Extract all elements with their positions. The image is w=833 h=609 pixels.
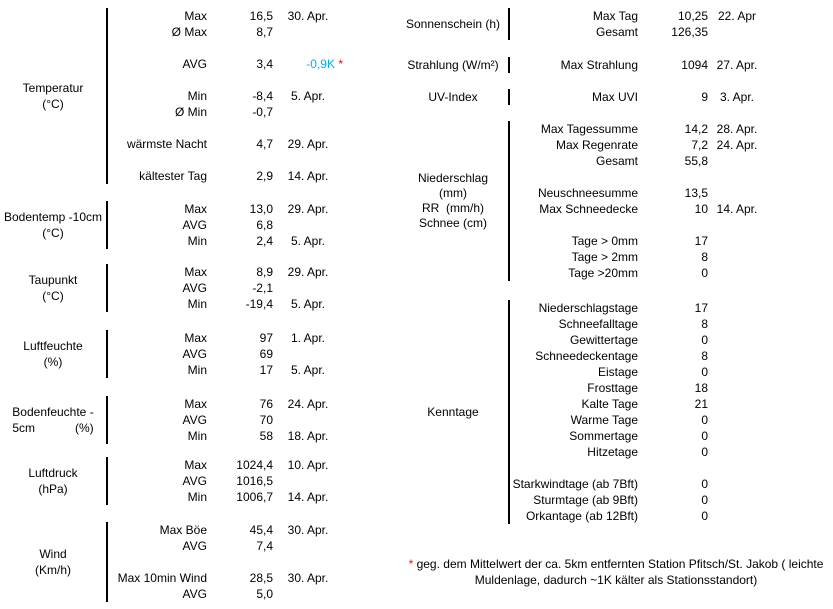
section-uv-index xyxy=(398,89,766,105)
stat-row xyxy=(108,586,343,602)
category-label xyxy=(0,264,106,312)
stat-value: 2,4 xyxy=(256,234,273,248)
category-label-line: (°C) xyxy=(42,289,64,303)
stat-row xyxy=(510,380,766,396)
footnote-line-1 xyxy=(390,556,833,572)
stat-date xyxy=(708,364,766,380)
stat-date: 22. Apr xyxy=(717,9,757,23)
spacer-row xyxy=(510,169,766,185)
category-label-line: Taupunkt xyxy=(28,273,78,287)
spacer-row xyxy=(108,152,343,168)
category-label-line: (°C) xyxy=(42,97,64,111)
stat-date xyxy=(708,265,766,281)
category-label-line: (Km/h) xyxy=(35,563,71,577)
stat-value: 0 xyxy=(701,266,708,280)
stat-label: Gewittertage xyxy=(569,333,638,347)
stat-date xyxy=(273,346,343,362)
stat-row xyxy=(108,24,343,40)
category-label-line: Bodenfeuchte - xyxy=(12,405,94,419)
section-kenntage xyxy=(398,300,766,524)
category-label-line: Wind xyxy=(39,547,67,561)
category-label-line: Kenntage xyxy=(427,405,479,419)
stat-row xyxy=(510,348,766,364)
stat-value: 126,35 xyxy=(671,25,708,39)
category-label-line: Luftfeuchte xyxy=(23,339,83,353)
stat-date: 10. Apr. xyxy=(287,458,329,472)
stat-label: Tage > 0mm xyxy=(571,234,638,248)
stat-value: 7,2 xyxy=(691,138,708,152)
stat-value: 17 xyxy=(694,234,708,248)
stat-value: 0 xyxy=(701,509,708,523)
stat-label: Gesamt xyxy=(595,154,638,168)
stat-label: Gesamt xyxy=(595,25,638,39)
stat-value: 3,4 xyxy=(256,57,273,71)
spacer-row xyxy=(510,217,766,233)
stat-label: Orkantage (ab 12Bft) xyxy=(525,509,638,523)
stat-label: Min xyxy=(187,297,207,311)
stat-date: 29. Apr. xyxy=(287,137,329,151)
stat-label: Niederschlagstage xyxy=(538,301,638,315)
category-label-line: (°C) xyxy=(42,226,64,240)
stat-row xyxy=(108,522,343,538)
category-label xyxy=(398,89,508,105)
stat-date: 29. Apr. xyxy=(287,265,329,279)
stat-value: 13,5 xyxy=(684,186,708,200)
stat-value: -0,7 xyxy=(252,105,273,119)
stat-row xyxy=(108,280,343,296)
category-label xyxy=(0,201,106,249)
stat-value: 70 xyxy=(259,413,273,427)
stat-value: 1024,4 xyxy=(236,458,273,472)
section-rows xyxy=(108,457,343,505)
section-temperatur xyxy=(0,8,343,184)
stat-value: 18 xyxy=(694,381,708,395)
stat-row xyxy=(510,201,766,217)
stat-label: Starkwindtage (ab 7Bft) xyxy=(512,477,638,491)
stat-value: 1094 xyxy=(681,58,708,72)
stat-row xyxy=(108,473,343,489)
stat-value: 4,7 xyxy=(256,137,273,151)
stat-date: 5. Apr. xyxy=(290,89,326,103)
stat-row xyxy=(108,330,343,346)
stat-label: Sommertage xyxy=(569,429,638,443)
category-label-line: RR (mm/h) xyxy=(422,201,484,215)
footnote-text-line1: geg. dem Mittelwert der ca. 5km entfernten Station Pfitsch/St. Jakob ( leichte xyxy=(416,557,824,571)
category-label-line: 5cm (%) xyxy=(12,421,94,435)
section-bodenfeuchte xyxy=(0,396,343,444)
stat-date xyxy=(273,104,343,120)
stat-value: 14,2 xyxy=(684,122,708,136)
stat-value: 0 xyxy=(701,429,708,443)
category-label xyxy=(398,121,508,281)
stat-value: 1016,5 xyxy=(236,474,273,488)
section-rows xyxy=(510,57,766,73)
stat-date: 27. Apr. xyxy=(716,58,758,72)
right-column xyxy=(398,0,766,524)
stat-date xyxy=(273,586,343,602)
section-sonnenschein-h xyxy=(398,8,766,40)
category-label xyxy=(0,396,106,444)
stat-date xyxy=(708,332,766,348)
stat-label: Frosttage xyxy=(587,381,638,395)
stat-label: AVG xyxy=(182,474,207,488)
section-strahlung-w-m xyxy=(398,57,766,73)
stat-row xyxy=(108,201,343,217)
stat-date xyxy=(708,492,766,508)
stat-row xyxy=(108,233,343,249)
stat-date: 28. Apr. xyxy=(716,122,758,136)
stat-row xyxy=(510,300,766,316)
stat-date xyxy=(273,473,343,489)
deviation-note xyxy=(273,56,343,72)
stat-date xyxy=(708,300,766,316)
stat-date: 1. Apr. xyxy=(290,331,326,345)
stat-label: Max 10min Wind xyxy=(117,571,207,585)
stat-row xyxy=(108,296,343,312)
section-wind xyxy=(0,522,343,602)
stat-value: 8 xyxy=(701,349,708,363)
stat-date: 24. Apr. xyxy=(287,397,329,411)
stat-date xyxy=(708,428,766,444)
stat-label: kältester Tag xyxy=(139,169,207,183)
left-column xyxy=(0,0,343,602)
category-label xyxy=(398,300,508,524)
category-label xyxy=(0,457,106,505)
stat-date xyxy=(708,24,766,40)
stat-value: 8,7 xyxy=(256,25,273,39)
stat-row xyxy=(108,538,343,554)
deviation-asterisk: * xyxy=(338,57,343,71)
stat-row xyxy=(510,57,766,73)
stat-date xyxy=(708,316,766,332)
stat-date xyxy=(708,396,766,412)
stat-date xyxy=(708,233,766,249)
spacer-row xyxy=(108,72,343,88)
stat-row xyxy=(510,137,766,153)
stat-value: -19,4 xyxy=(245,297,273,311)
stat-label: wärmste Nacht xyxy=(126,137,207,151)
stat-value: 76 xyxy=(259,397,273,411)
stat-label: Max Schneedecke xyxy=(539,202,638,216)
stat-date xyxy=(708,444,766,460)
stat-label: AVG xyxy=(182,281,207,295)
section-rows xyxy=(510,300,766,524)
category-label-line: Sonnenschein (h) xyxy=(405,17,501,31)
stat-value: 0 xyxy=(701,493,708,507)
stat-label: Max xyxy=(184,458,207,472)
stat-value: 13,0 xyxy=(249,202,273,216)
stat-value: 5,0 xyxy=(256,587,273,601)
stat-row xyxy=(108,88,343,104)
category-label-line: Bodentemp -10cm xyxy=(3,210,103,224)
stat-row xyxy=(510,233,766,249)
stat-row xyxy=(108,428,343,444)
stat-date xyxy=(708,508,766,524)
stat-row xyxy=(510,121,766,137)
category-label-line: (mm) xyxy=(439,186,467,200)
stat-row xyxy=(108,489,343,505)
stat-row xyxy=(108,168,343,184)
stat-row xyxy=(108,56,343,72)
category-label-line: UV-Index xyxy=(428,90,478,104)
stat-date: 18. Apr. xyxy=(287,429,329,443)
category-label xyxy=(398,57,508,73)
stat-row xyxy=(108,264,343,280)
stat-value: 8 xyxy=(701,250,708,264)
footnote-text-line2: Muldenlage, dadurch ~1K kälter als Stationsstandort) xyxy=(474,573,758,587)
section-rows xyxy=(108,396,343,444)
category-label xyxy=(0,330,106,378)
stat-value: 55,8 xyxy=(684,154,708,168)
stat-label: Sturmtage (ab 9Bft) xyxy=(533,493,638,507)
stat-date xyxy=(273,538,343,554)
footnote xyxy=(390,556,833,588)
stat-value: 17 xyxy=(259,363,273,377)
stat-value: 58 xyxy=(259,429,273,443)
stat-label: Tage > 2mm xyxy=(571,250,638,264)
stat-date xyxy=(708,249,766,265)
stat-label: Schneefalltage xyxy=(558,317,638,331)
stat-label: Hitzetage xyxy=(587,445,638,459)
stat-value: 16,5 xyxy=(249,9,273,23)
stat-date xyxy=(708,412,766,428)
stat-value: 0 xyxy=(701,477,708,491)
spacer-row xyxy=(108,120,343,136)
stat-label: Min xyxy=(187,429,207,443)
stat-row xyxy=(510,265,766,281)
stat-row xyxy=(510,185,766,201)
stat-row xyxy=(510,8,766,24)
footnote-asterisk: * xyxy=(408,557,414,571)
stat-date: 5. Apr. xyxy=(290,297,326,311)
stat-label: AVG xyxy=(182,587,207,601)
stat-label: Eistage xyxy=(597,365,638,379)
stat-date: 5. Apr. xyxy=(290,363,326,377)
stat-row xyxy=(510,396,766,412)
stat-label: Min xyxy=(187,363,207,377)
stat-date xyxy=(708,153,766,169)
stat-date: 14. Apr. xyxy=(287,169,329,183)
spacer-row xyxy=(510,460,766,476)
category-label-line: Temperatur xyxy=(22,81,84,95)
stat-label: Min xyxy=(187,490,207,504)
stat-row xyxy=(108,412,343,428)
stat-label: Min xyxy=(187,89,207,103)
stat-value: -8,4 xyxy=(252,89,273,103)
stat-value: 8 xyxy=(701,317,708,331)
stat-row xyxy=(108,362,343,378)
stat-value: -2,1 xyxy=(252,281,273,295)
stat-row xyxy=(510,24,766,40)
stat-date: 24. Apr. xyxy=(716,138,758,152)
stat-label: Max Strahlung xyxy=(560,58,638,72)
stat-date xyxy=(708,348,766,364)
category-label-line: (hPa) xyxy=(38,482,68,496)
stat-label: Ø Max xyxy=(171,25,207,39)
stat-row xyxy=(510,508,766,524)
stat-date: 5. Apr. xyxy=(290,234,326,248)
stat-value: 10 xyxy=(694,202,708,216)
stat-label: Tage >20mm xyxy=(568,266,638,280)
stat-value: 2,9 xyxy=(256,169,273,183)
stat-label: Max Tagessumme xyxy=(540,122,638,136)
stat-label: Ø Min xyxy=(174,105,207,119)
stat-row xyxy=(510,249,766,265)
stat-row xyxy=(510,153,766,169)
stat-date: 30. Apr. xyxy=(287,571,329,585)
stat-value: 8,9 xyxy=(256,265,273,279)
stat-date xyxy=(273,280,343,296)
category-label xyxy=(0,522,106,602)
stat-value: 7,4 xyxy=(256,539,273,553)
section-luftfeuchte xyxy=(0,330,343,378)
spacer-row xyxy=(108,554,343,570)
stat-label: Max xyxy=(184,331,207,345)
stat-row xyxy=(510,364,766,380)
stat-date xyxy=(708,476,766,492)
stat-date xyxy=(708,185,766,201)
stat-label: Max Tag xyxy=(592,9,638,23)
category-label xyxy=(0,8,106,184)
stat-date: 14. Apr. xyxy=(716,202,758,216)
category-label-line: Strahlung (W/m²) xyxy=(407,58,499,72)
category-label-line: Luftdruck xyxy=(28,466,78,480)
stat-value: 17 xyxy=(694,301,708,315)
stat-value: 0 xyxy=(701,445,708,459)
stat-label: Max xyxy=(184,397,207,411)
section-rows xyxy=(108,264,343,312)
stat-label: AVG xyxy=(182,218,207,232)
section-niederschlag xyxy=(398,121,766,281)
stat-label: Max Regenrate xyxy=(555,138,638,152)
stat-value: 69 xyxy=(259,347,273,361)
section-rows xyxy=(108,330,343,378)
category-label-line: Schnee (cm) xyxy=(418,216,488,230)
stat-label: AVG xyxy=(182,413,207,427)
stat-row xyxy=(108,8,343,24)
stat-value: 0 xyxy=(701,333,708,347)
stat-label: Neuschneesumme xyxy=(537,186,638,200)
stat-label: Schneedeckentage xyxy=(535,349,638,363)
stat-row xyxy=(510,492,766,508)
section-bodentemp-10cm xyxy=(0,201,343,249)
stat-label: AVG xyxy=(182,347,207,361)
stat-label: Warme Tage xyxy=(570,413,638,427)
stat-date: 29. Apr. xyxy=(287,202,329,216)
stat-row xyxy=(510,332,766,348)
deviation-value: -0,9K xyxy=(306,57,335,71)
stat-date xyxy=(273,24,343,40)
stat-label: Max xyxy=(184,202,207,216)
stat-date xyxy=(708,380,766,396)
stat-label: Kalte Tage xyxy=(581,397,638,411)
stat-label: Max UVI xyxy=(591,90,638,104)
stat-row xyxy=(510,412,766,428)
category-label xyxy=(398,8,508,40)
stat-row xyxy=(510,476,766,492)
stat-date: 14. Apr. xyxy=(287,490,329,504)
stat-row xyxy=(108,570,343,586)
stat-row xyxy=(510,89,766,105)
stat-label: Max Böe xyxy=(159,523,207,537)
stat-label: Max xyxy=(184,9,207,23)
stat-row xyxy=(510,428,766,444)
stat-label: Min xyxy=(187,234,207,248)
stat-value: 97 xyxy=(259,331,273,345)
stat-row xyxy=(108,217,343,233)
stat-value: 21 xyxy=(694,397,708,411)
section-luftdruck xyxy=(0,457,343,505)
stat-value: 28,5 xyxy=(249,571,273,585)
section-rows xyxy=(510,89,766,105)
stat-row xyxy=(108,346,343,362)
section-taupunkt xyxy=(0,264,343,312)
category-label-line: Niederschlag xyxy=(417,171,489,185)
stat-label: AVG xyxy=(182,57,207,71)
stat-label: Max xyxy=(184,265,207,279)
stat-row xyxy=(108,457,343,473)
stat-date: 3. Apr. xyxy=(719,90,755,104)
category-label-line: (%) xyxy=(43,355,63,369)
section-rows xyxy=(510,121,766,281)
stat-value: 10,25 xyxy=(677,9,708,23)
stat-label: AVG xyxy=(182,539,207,553)
stat-date xyxy=(273,412,343,428)
stat-value: 0 xyxy=(701,365,708,379)
section-rows xyxy=(108,8,343,184)
section-rows xyxy=(108,201,343,249)
stat-row xyxy=(510,316,766,332)
spacer-row xyxy=(108,40,343,56)
stat-value: 9 xyxy=(701,90,708,104)
stat-value: 0 xyxy=(701,413,708,427)
stat-date: 30. Apr. xyxy=(287,523,329,537)
stat-value: 45,4 xyxy=(249,523,273,537)
section-rows xyxy=(510,8,766,40)
stat-row xyxy=(108,396,343,412)
stat-date: 30. Apr. xyxy=(287,9,329,23)
section-rows xyxy=(108,522,343,602)
stat-value: 6,8 xyxy=(256,218,273,232)
stat-row xyxy=(108,104,343,120)
stat-row xyxy=(510,444,766,460)
stat-date xyxy=(273,217,343,233)
stat-row xyxy=(108,136,343,152)
stat-value: 1006,7 xyxy=(236,490,273,504)
